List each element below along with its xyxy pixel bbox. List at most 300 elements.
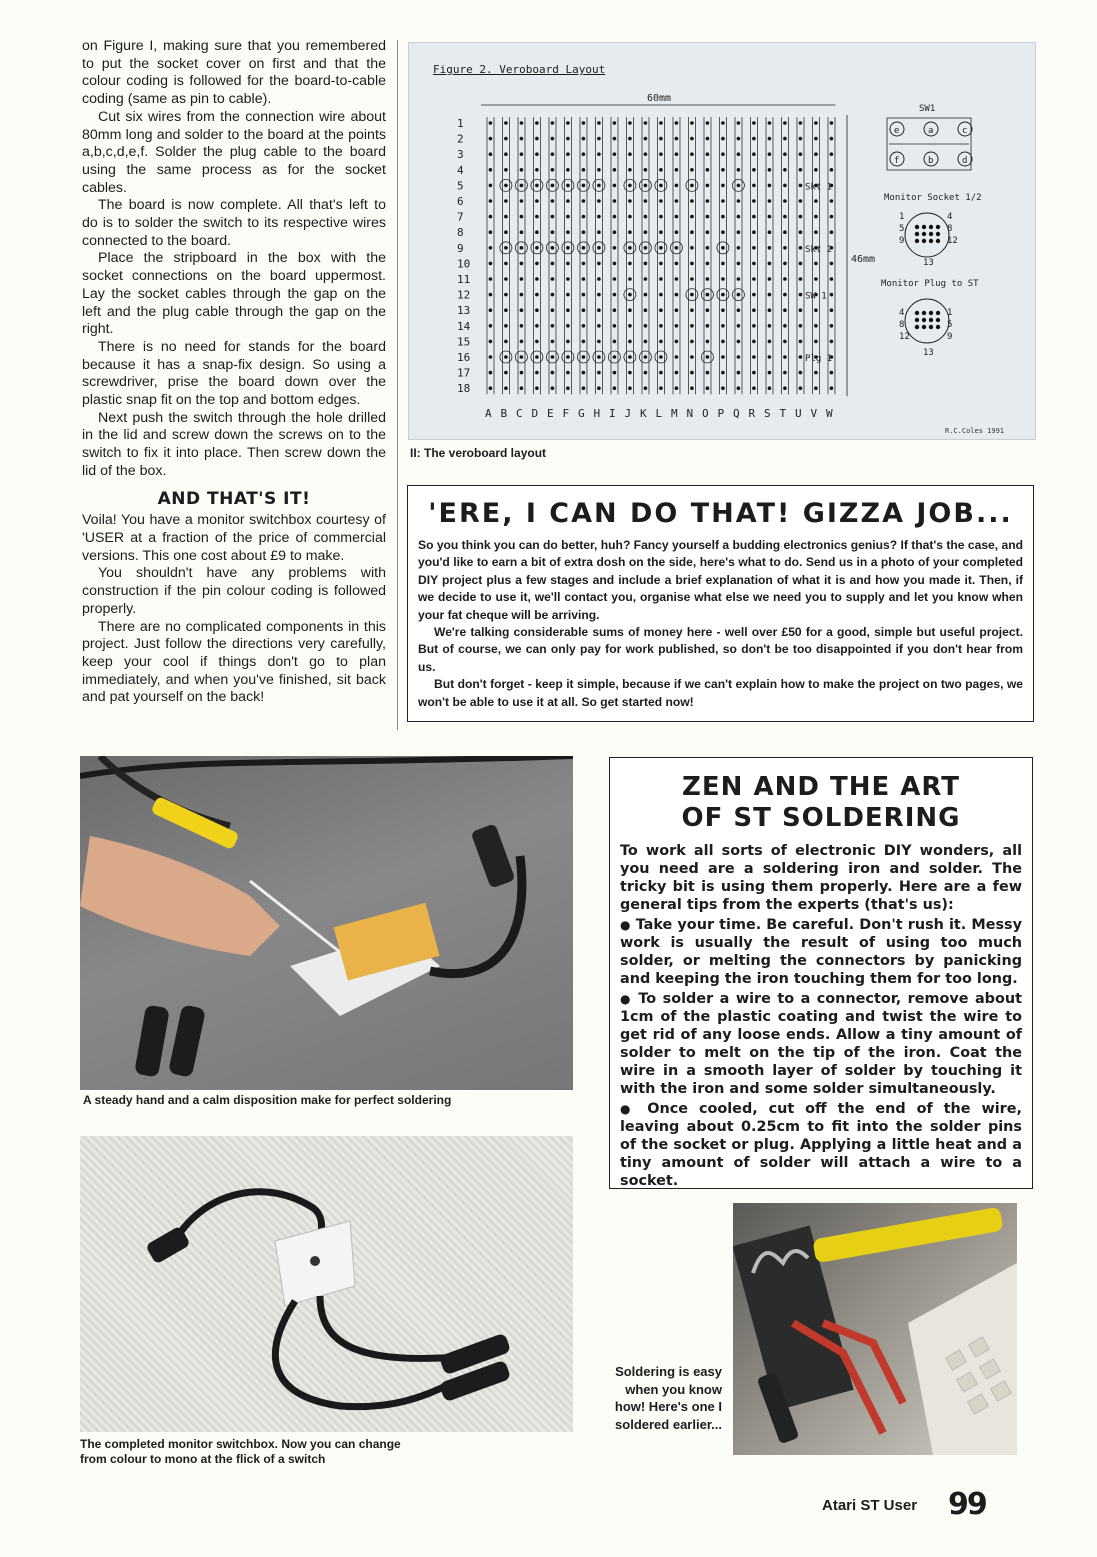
body-paragraph: The board is now complete. All that's left to do is to solder the switch to its respective wires connected to the board. [82,197,386,249]
body-paragraph: You shouldn't have any problems with construction if the pin colour coding is followed properly. [82,565,386,617]
row-tag: SW 1 [805,291,827,302]
board-hole [799,324,803,328]
board-hole [659,199,663,203]
board-hole [613,199,617,203]
board-hole [721,371,725,375]
socket-pin [936,225,940,229]
row-label: 14 [457,319,471,333]
board-hole [597,184,601,188]
board-hole [644,324,648,328]
board-hole [737,371,741,375]
board-hole [830,121,834,125]
board-hole [644,340,648,344]
board-hole [597,121,601,125]
board-hole [706,355,710,359]
plug-pin [915,318,919,322]
board-hole [504,262,508,266]
board-hole [551,324,555,328]
board-hole [489,168,493,172]
board-hole [582,355,586,359]
row-label: 6 [457,195,464,208]
board-hole [737,324,741,328]
zen-soldering-box [609,757,1033,1189]
board-hole [814,121,818,125]
box-title: 'ERE, I CAN DO THAT! GIZZA JOB... [428,498,1013,529]
board-hole [768,215,772,219]
board-hole [737,246,741,250]
board-hole [535,324,539,328]
board-hole [520,293,524,297]
board-hole [768,386,772,390]
switch-pin-label: d [962,156,968,166]
board-hole [582,293,586,297]
board-hole [644,262,648,266]
board-hole [659,293,663,297]
veroboard-figure [408,42,1036,440]
board-hole [597,230,601,234]
page-number: 99 [948,1487,986,1522]
row-tag: Skt 1 [805,182,833,193]
socket-pin-label: 4 [947,212,953,222]
board-hole [520,340,524,344]
board-hole [551,152,555,156]
board-hole [799,386,803,390]
board-hole [566,355,570,359]
board-hole [597,199,601,203]
plug-pin [936,311,940,315]
board-hole [752,340,756,344]
plug-title: Monitor Plug to ST [881,279,979,289]
board-hole [814,277,818,281]
board-hole [489,324,493,328]
socket-pin-label: 1 [899,212,905,222]
board-hole [783,340,787,344]
board-hole [690,137,694,141]
board-hole [659,121,663,125]
column-label: R [748,407,756,420]
board-hole [737,308,741,312]
board-hole [706,324,710,328]
socket-pin [929,225,933,229]
board-hole [628,137,632,141]
board-hole [582,340,586,344]
board-hole [597,371,601,375]
board-hole [613,293,617,297]
board-hole [768,137,772,141]
board-hole [520,371,524,375]
socket-pin [915,225,919,229]
soldering-photo [80,756,573,1090]
board-hole [489,137,493,141]
board-hole [520,324,524,328]
board-hole [597,168,601,172]
socket-pin [915,239,919,243]
switch-pin-label: f [894,156,900,166]
board-hole [706,199,710,203]
board-hole [489,215,493,219]
board-hole [659,152,663,156]
board-hole [535,230,539,234]
board-hole [830,293,834,297]
row-label: 13 [457,304,471,318]
board-hole [799,184,803,188]
board-hole [597,386,601,390]
column-label: M [671,407,678,420]
board-hole [535,137,539,141]
board-hole [597,262,601,266]
switch-pin-label: c [962,126,968,136]
board-hole [783,152,787,156]
column-label: D [531,407,539,420]
board-hole [566,277,570,281]
board-hole [644,308,648,312]
column-label: J [624,407,632,420]
board-hole [644,199,648,203]
box-paragraph: We're talking considerable sums of money here - well over £50 for a good, simple but useful project. But of course, we can only pay for work published, so don't be too disappointed if you don't hear from us. [418,625,1023,674]
row-label: 15 [457,335,471,349]
column-label: S [764,407,771,420]
board-hole [752,308,756,312]
board-hole [566,199,570,203]
board-hole [659,215,663,219]
board-hole [566,152,570,156]
board-hole [675,386,679,390]
socket-pin [929,239,933,243]
board-hole [489,230,493,234]
board-hole [783,262,787,266]
plug-pin-label: 9 [947,332,953,342]
board-hole [799,246,803,250]
board-hole [799,262,803,266]
board-hole [675,168,679,172]
width-label: 60mm [647,93,672,104]
board-hole [628,308,632,312]
plug-pin [922,325,926,329]
board-hole [783,277,787,281]
section-heading: AND THAT'S IT! [157,488,311,509]
row-label: 9 [457,241,464,255]
column-label: K [640,407,647,420]
board-hole [814,324,818,328]
board-hole [675,355,679,359]
board-hole [783,168,787,172]
board-hole [768,152,772,156]
board-hole [489,184,493,188]
board-hole [597,324,601,328]
socket-pin-label: 13 [923,258,934,268]
board-hole [675,371,679,375]
board-hole [566,308,570,312]
board-hole [675,152,679,156]
plug-pin [929,325,933,329]
board-hole [830,168,834,172]
socket-pin [922,232,926,236]
board-hole [659,277,663,281]
board-hole [597,340,601,344]
figure-title: Figure 2. Veroboard Layout [433,63,606,76]
board-hole [690,199,694,203]
board-hole [768,168,772,172]
row-label: 17 [457,366,471,380]
board-hole [535,199,539,203]
board-hole [721,230,725,234]
board-hole [582,277,586,281]
board-hole [675,324,679,328]
board-hole [690,230,694,234]
board-hole [582,246,586,250]
board-hole [566,371,570,375]
board-hole [690,293,694,297]
board-hole [582,230,586,234]
socket-pin [922,225,926,229]
board-hole [644,137,648,141]
board-hole [706,262,710,266]
board-hole [752,324,756,328]
board-hole [628,184,632,188]
board-hole [737,168,741,172]
board-hole [830,152,834,156]
column-label: N [686,407,694,420]
board-hole [659,324,663,328]
plug-pin [915,325,919,329]
board-hole [644,293,648,297]
board-hole [582,199,586,203]
board-hole [520,184,524,188]
board-hole [597,137,601,141]
board-hole [752,230,756,234]
board-hole [706,371,710,375]
board-hole [799,230,803,234]
column-label: P [717,407,725,420]
socket-pin [922,239,926,243]
board-hole [752,152,756,156]
board-hole [690,308,694,312]
board-hole [675,308,679,312]
left-column [82,38,386,707]
board-hole [659,184,663,188]
board-hole [737,386,741,390]
board-hole [489,199,493,203]
board-hole [737,137,741,141]
body-paragraph: Next push the switch through the hole drilled in the lid and screw down the screws on to the switch to fix it into place. Then screw down the lid of the box. [82,409,386,479]
board-hole [783,184,787,188]
board-hole [520,152,524,156]
plug-pin [922,318,926,322]
board-hole [644,355,648,359]
board-hole [535,262,539,266]
board-hole [706,215,710,219]
board-hole [489,246,493,250]
board-hole [721,137,725,141]
height-label: 46mm [851,254,876,265]
body-paragraph: Voila! You have a monitor switchbox courtesy of 'USER at a fraction of the price of commercial versions. This one cost about £9 to make. [82,512,386,564]
board-hole [814,137,818,141]
board-hole [566,184,570,188]
board-hole [613,355,617,359]
board-hole [597,152,601,156]
board-hole [566,121,570,125]
column-label: W [826,407,833,420]
board-hole [830,230,834,234]
board-hole [489,355,493,359]
board-hole [644,386,648,390]
board-hole [830,199,834,203]
board-hole [799,168,803,172]
board-hole [690,340,694,344]
board-hole [582,308,586,312]
board-hole [690,184,694,188]
board-hole [814,230,818,234]
board-hole [783,230,787,234]
board-hole [675,199,679,203]
photo-caption: A steady hand and a calm disposition make for perfect soldering [83,1093,452,1107]
board-hole [706,293,710,297]
board-hole [721,355,725,359]
board-hole [628,371,632,375]
switch-pin-label: e [894,126,900,136]
board-hole [768,355,772,359]
board-hole [706,121,710,125]
board-hole [752,293,756,297]
board-hole [799,215,803,219]
board-hole [535,168,539,172]
board-hole [644,277,648,281]
board-hole [737,152,741,156]
row-label: 12 [457,288,471,302]
column-label: C [516,407,523,420]
plug-pin-label: 12 [899,332,910,342]
board-hole [644,215,648,219]
board-hole [489,371,493,375]
board-hole [644,246,648,250]
board-hole [675,121,679,125]
board-hole [551,199,555,203]
board-hole [768,277,772,281]
board-hole [520,308,524,312]
board-hole [566,230,570,234]
board-hole [520,137,524,141]
board-hole [566,386,570,390]
socket-pin [915,232,919,236]
board-hole [675,277,679,281]
board-hole [768,262,772,266]
board-hole [566,137,570,141]
board-hole [830,215,834,219]
board-hole [489,277,493,281]
board-hole [504,386,508,390]
board-hole [489,262,493,266]
board-hole [706,386,710,390]
board-hole [799,137,803,141]
board-hole [566,215,570,219]
board-hole [675,293,679,297]
board-hole [675,215,679,219]
board-hole [582,184,586,188]
socket-pin-label: 9 [899,236,905,246]
board-hole [628,121,632,125]
column-label: B [500,407,508,420]
box-paragraph: So you think you can do better, huh? Fancy yourself a budding electronics genius? If that's the case, and you'd like to earn a bit of extra dosh on the side, here's what to do. Send us in a photo of your completed DIY project plus a few stages and include a brief explanation of what it is and how you made it. Then, if we decide to use it, we'll contact you, organise what else we need you to supply and let you know when your fat cheque will be arriving. [418,538,1023,622]
box-title: ZEN AND THE ART OF ST SOLDERING [681,772,961,833]
board-hole [504,277,508,281]
board-hole [520,246,524,250]
board-hole [768,340,772,344]
board-hole [830,262,834,266]
board-hole [768,184,772,188]
board-hole [675,230,679,234]
veroboard-diagram [409,43,1035,439]
photo-caption: The completed monitor switchbox. Now you can change from colour to mono at the flick of a switch [80,1437,401,1466]
column-label: L [655,407,663,420]
board-hole [535,184,539,188]
board-hole [582,215,586,219]
board-hole [489,121,493,125]
board-hole [644,184,648,188]
board-hole [628,386,632,390]
board-hole [551,355,555,359]
board-hole [659,246,663,250]
board-hole [613,277,617,281]
board-hole [752,199,756,203]
board-hole [504,293,508,297]
board-hole [582,137,586,141]
board-hole [535,246,539,250]
board-hole [737,262,741,266]
board-hole [489,386,493,390]
board-hole [752,184,756,188]
board-hole [582,386,586,390]
plug-pin-label: 4 [899,308,905,318]
board-hole [768,371,772,375]
column-label: I [609,407,616,420]
row-label: 10 [457,257,471,271]
board-hole [706,168,710,172]
board-hole [814,371,818,375]
board-hole [675,262,679,266]
board-hole [659,308,663,312]
board-hole [752,355,756,359]
column-divider [397,40,398,730]
column-label: T [779,407,787,420]
board-hole [644,121,648,125]
board-hole [690,215,694,219]
board-hole [799,371,803,375]
board-hole [675,184,679,188]
board-hole [551,371,555,375]
board-hole [644,152,648,156]
board-hole [799,277,803,281]
board-hole [830,340,834,344]
plug-pin [936,325,940,329]
board-hole [737,199,741,203]
switchbox-photo [80,1136,573,1432]
board-hole [721,277,725,281]
board-hole [628,168,632,172]
board-hole [535,277,539,281]
board-hole [597,308,601,312]
board-hole [613,184,617,188]
board-hole [489,293,493,297]
board-hole [721,184,725,188]
board-hole [706,308,710,312]
board-hole [628,152,632,156]
board-hole [520,277,524,281]
board-hole [504,168,508,172]
socket-pin-label: 12 [947,236,958,246]
board-hole [752,371,756,375]
board-hole [504,121,508,125]
board-hole [768,199,772,203]
